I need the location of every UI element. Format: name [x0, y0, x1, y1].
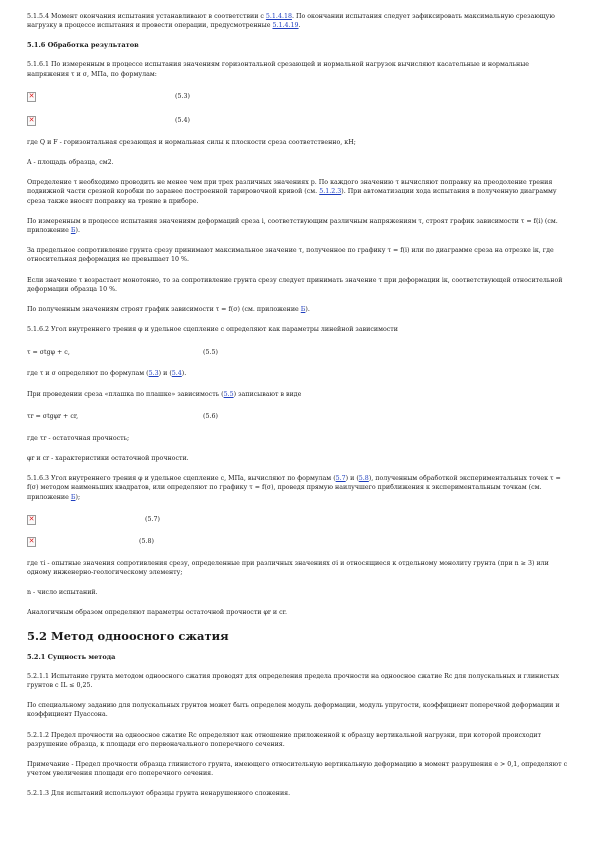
- paragraph-5-1-6-2: 5.1.6.2 Угол внутреннего трения φ и удельное сцепление с определяют как параметры линейной зависимости: [27, 326, 398, 334]
- paragraph-special-task: По специальному заданию для полускальных грунтов может быть определен модуль деформации, модуль упругости, коэффициент поперечной деформации и коэффициент Пуассона.: [27, 702, 560, 719]
- paragraph-5-1-6-1: 5.1.6.1 По измеренным в процессе испытания значениям горизонтальной срезающей и нормальной нагрузок вычисляют касательные и нормальные напряжения τ и σ, МПа, по формулам:: [27, 61, 529, 78]
- paragraph-where-tau-i: где τi - опытные значения сопротивления срезу, определенные при различных значениях σi и относящиеся к отдельному монолиту грунта (при n ≥ 3) или одному инженерно-геологическому элементу;: [27, 559, 549, 577]
- paragraph-graph-tau-i: По измеренным в процессе испытания значениям деформаций среза i, соответствующим различным напряжениям τ, строят график зависимости τ = f(i) (см. приложение Б).: [27, 217, 558, 235]
- formula-5-4: [27, 114, 572, 128]
- link-5-1-2-3[interactable]: 5.1.2.3: [319, 188, 342, 196]
- broken-image-icon: ✕: [28, 92, 35, 101]
- paragraph-5-2-1-3: 5.2.1.3 Для испытаний используют образцы грунта ненарушенного сложения.: [27, 790, 291, 798]
- formula-5-8: [27, 535, 572, 549]
- section-heading-5-2: 5.2 Метод одноосного сжатия: [27, 628, 229, 643]
- formula-number: (5.3): [175, 93, 190, 101]
- paragraph-where-tau-sigma: где τ и σ определяют по формулам (5.3) и (5.4).: [27, 370, 187, 378]
- link-appendix-b[interactable]: Б: [70, 493, 76, 501]
- link-appendix-b[interactable]: Б: [70, 227, 76, 235]
- link-formula-5-5[interactable]: 5.5: [223, 390, 234, 398]
- paragraph-friction-correction: Определение τ необходимо проводить не менее чем при трех различных значениях p. По каждого значению τ вычисляют поправку на преодоление трения подвижной части срезной коробки по заранее построенной тарировочной кривой (см. 5.1.2.3). При автоматизации хода испытания в полученную диаграмму среза также вносят поправку на трение в приборе.: [27, 179, 557, 205]
- link-formula-5-7[interactable]: 5.7: [335, 475, 346, 483]
- formula-number: (5.4): [175, 117, 190, 125]
- paragraph-monotonic: Если значение τ возрастает монотонно, то за сопротивление грунта срезу следует принимать значение τ при деформации iк, соответствующей относительной деформации образца 10 %.: [27, 276, 563, 293]
- paragraph-plate-on-plate: При проведении среза «плашка по плашке» зависимость (5.5) записывают в виде: [27, 390, 302, 398]
- section-heading-5-2-1: 5.2.1 Сущность метода: [27, 652, 116, 661]
- formula-5-7: [27, 513, 572, 527]
- link-5-1-4-18[interactable]: 5.1.4.18: [265, 13, 292, 20]
- paragraph-residual-strength: где τr - остаточная прочность;: [27, 434, 130, 442]
- link-5-1-4-19[interactable]: 5.1.4.19: [272, 22, 299, 30]
- link-formula-5-3[interactable]: 5.3: [148, 370, 159, 378]
- formula-text: τr = σtgφr + cr,: [27, 413, 79, 421]
- paragraph-where-q-f: где Q и F - горизонтальная срезающая и нормальная силы к плоскости среза соответственно, кН;: [27, 138, 356, 146]
- paragraph-5-1-5-4: 5.1.5.4 Момент окончания испытания устанавливают в соответствии с 5.1.4.18. По окончании испытания следует зафиксировать максимальную срезающую нагрузку в процессе испытания и провести операции, предусмотренные 5.1.4.19.: [27, 13, 555, 30]
- broken-image-icon: ✕: [28, 515, 35, 524]
- formula-number: (5.5): [203, 348, 218, 356]
- paragraph-note: Примечание - Предел прочности образца глинистого грунта, имеющего относительную вертикальную деформацию в момент разрушения e > 0,1, определяют с учетом увеличения площади его поперечного сечения.: [27, 760, 568, 778]
- paragraph-residual-params: Аналогичным образом определяют параметры остаточной прочности φr и cr.: [27, 609, 287, 617]
- broken-image-icon: ✕: [28, 116, 35, 125]
- broken-image-icon: ✕: [28, 537, 35, 546]
- paragraph-5-2-1-2: 5.2.1.2 Предел прочности на одноосное сжатие Rc определяют как отношение приложенной к образцу вертикальной нагрузки, при которой происходит разрушение образца, к площади его первоначального поперечного сечения.: [27, 731, 542, 748]
- formula-number: (5.8): [139, 538, 154, 546]
- formula-text: τ = σtgφ + c,: [27, 348, 70, 356]
- paragraph-limit-resistance: За предельное сопротивление грунта срезу принимают максимальное значение τ, полученное по графику τ = f(i) или по диаграмме среза на отрезке iк, где относительная деформация не превышает 10 %.: [27, 247, 554, 264]
- paragraph-5-1-6-3: 5.1.6.3 Угол внутреннего трения φ и удельное сцепление c, МПа, вычисляют по формулам (5.7) и (5.8), полученным обработкой экспериментальных точек τ = f(σ) методом наименьших квадратов, или определяют по графику τ = f(σ), проведя прямую наилучшего приближения к экспериментальным точкам (см. приложение Б);: [27, 475, 561, 501]
- paragraph-graph-tau-sigma: По полученным значениям строят график зависимости τ = f(σ) (см. приложение Б).: [27, 306, 310, 314]
- formula-5-3: [27, 90, 572, 104]
- formula-5-6: [27, 410, 572, 424]
- paragraph-5-2-1-1: 5.2.1.1 Испытание грунта методом одноосного сжатия проводят для определения предела прочности на одноосное сжатие Rc для полускальных и глинистых грунтов с IL ≤ 0,25.: [27, 672, 560, 689]
- formula-5-5: [27, 345, 572, 359]
- link-formula-5-4[interactable]: 5.4: [171, 370, 182, 378]
- paragraph-number-of-tests: n - число испытаний.: [27, 589, 98, 597]
- link-appendix-b[interactable]: Б: [300, 306, 306, 314]
- document-page: [27, 12, 572, 810]
- paragraph-area: A - площадь образца, см2.: [27, 159, 114, 167]
- section-heading-5-1-6: 5.1.6 Обработка результатов: [27, 41, 139, 50]
- formula-number: (5.7): [145, 516, 160, 524]
- formula-number: (5.6): [203, 413, 218, 421]
- link-formula-5-8[interactable]: 5.8: [358, 475, 369, 483]
- paragraph-residual-characteristics: φr и cr - характеристики остаточной прочности.: [27, 455, 189, 463]
